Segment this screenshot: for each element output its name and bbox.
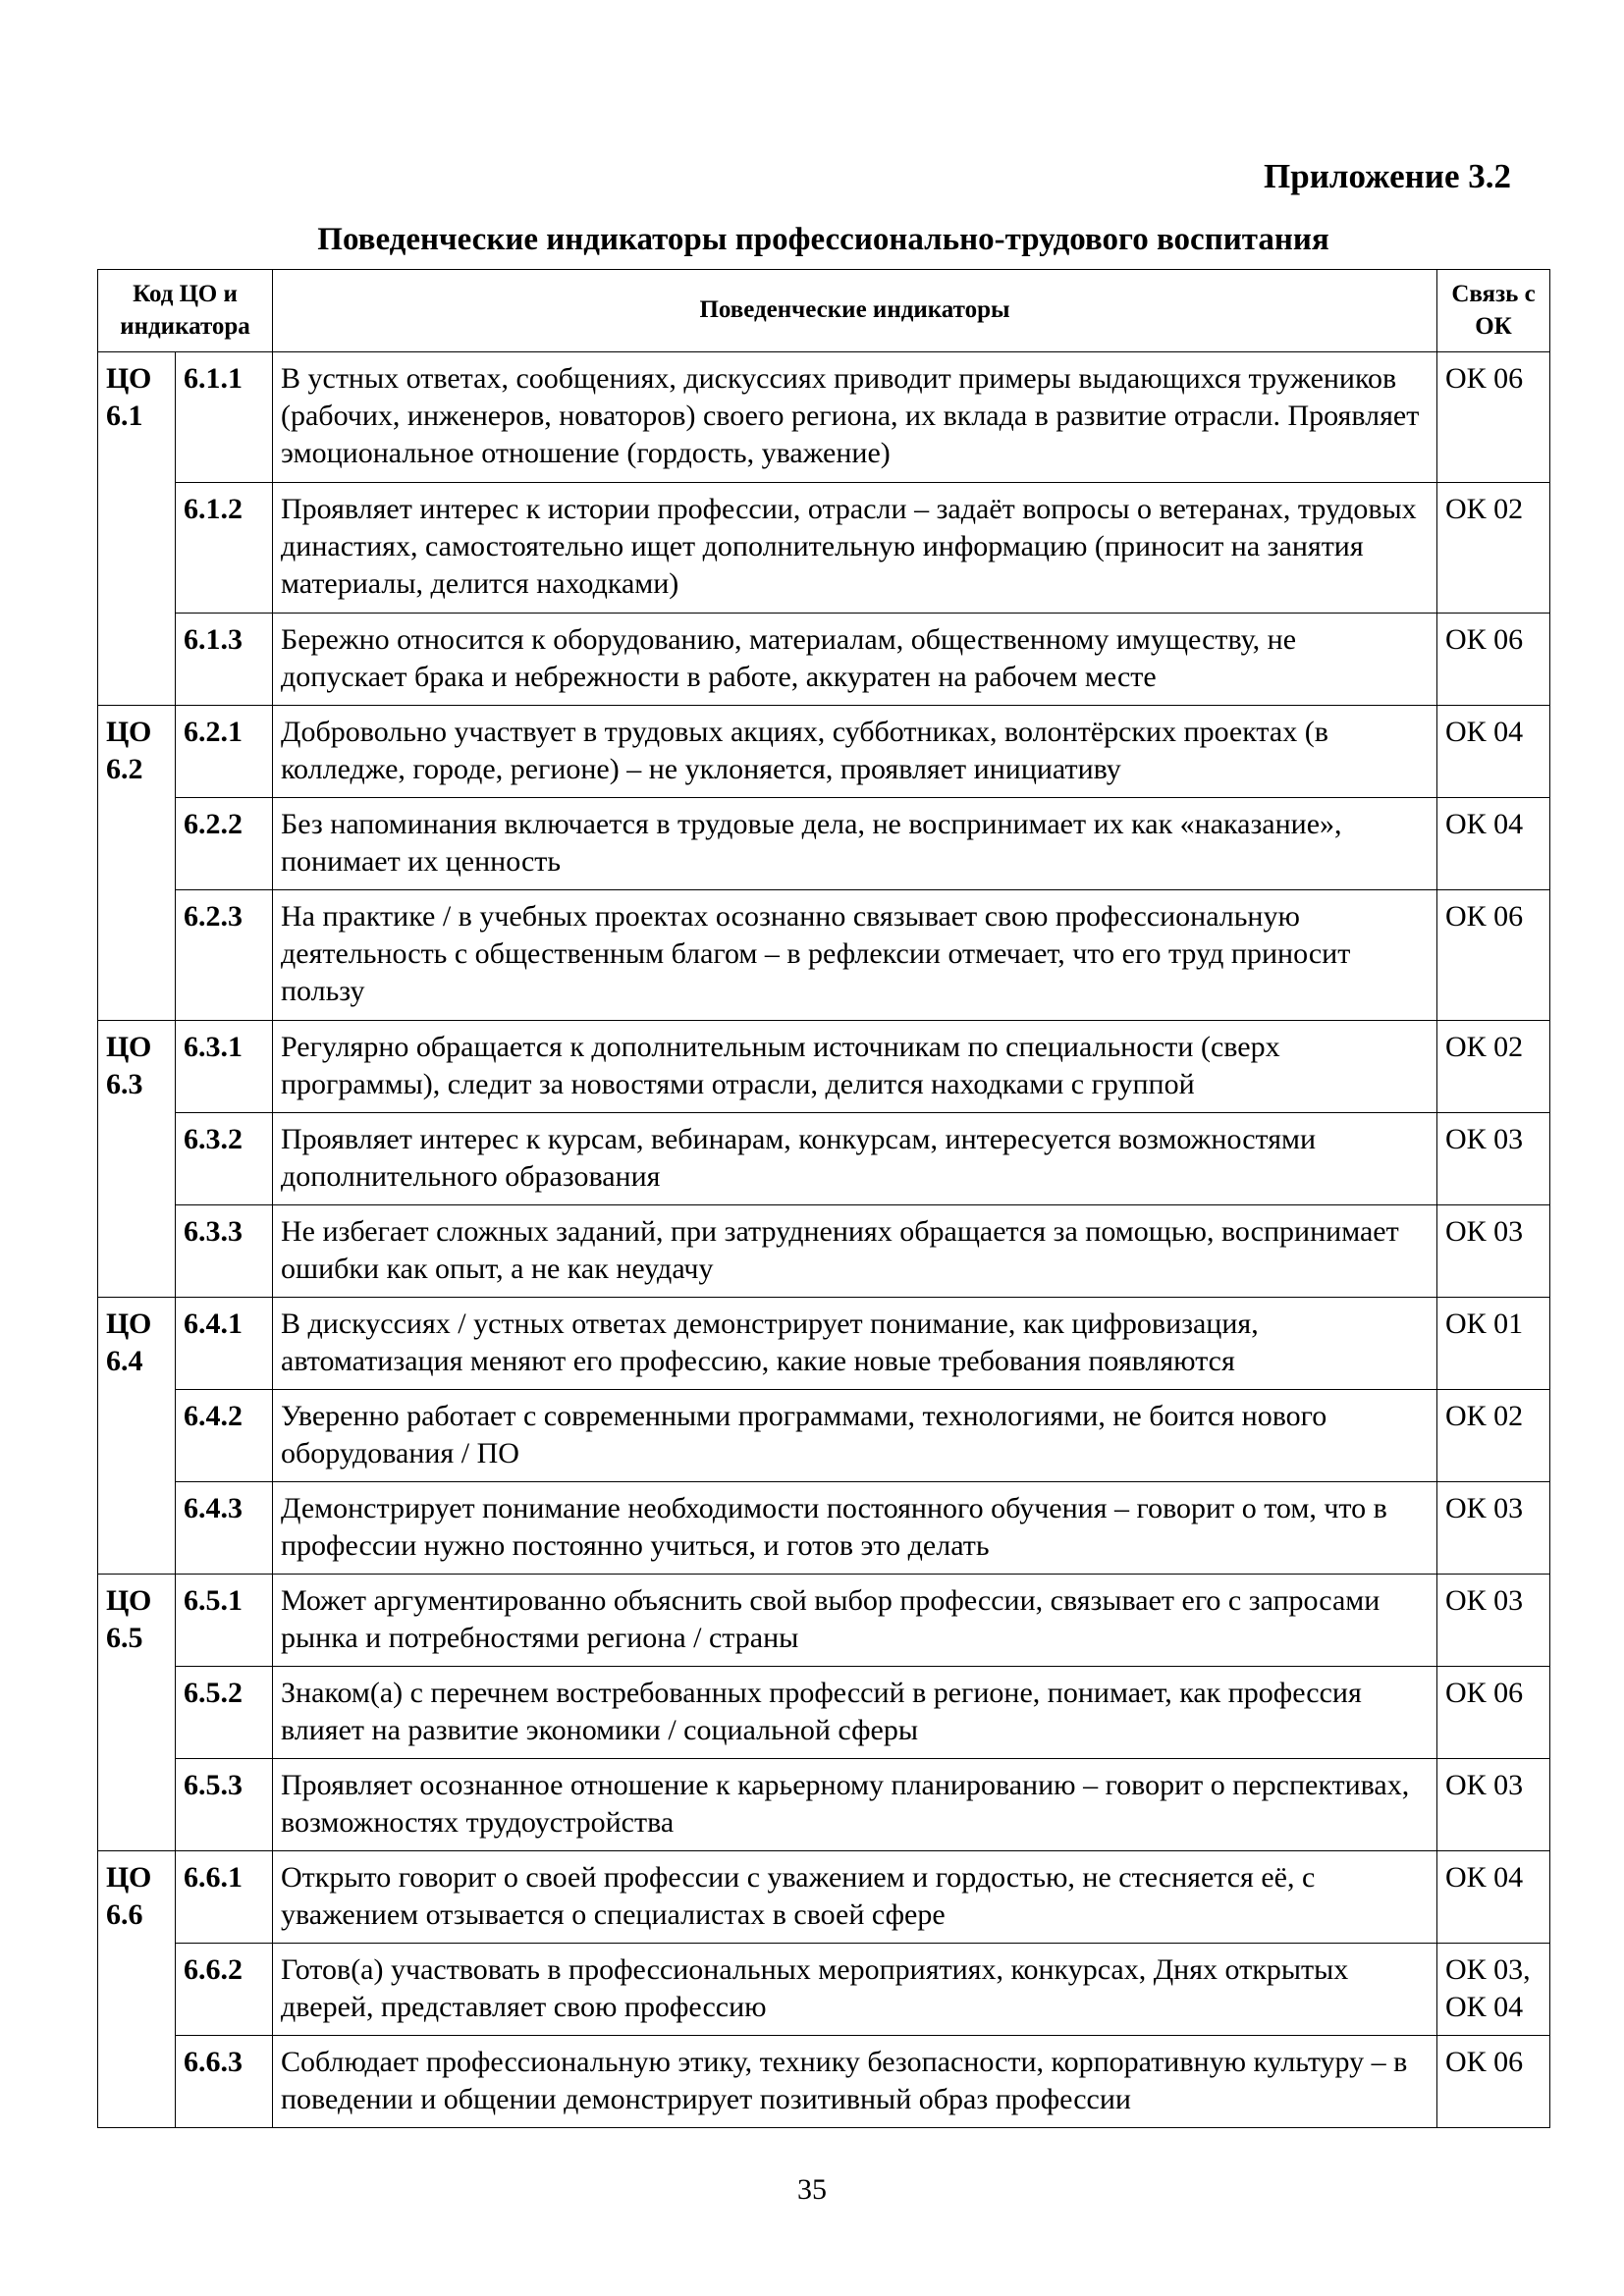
group-cell: ЦО 6.2 (98, 706, 176, 1021)
indicator-text: На практике / в учебных проектах осознанно связывает свою профессиональную деятельность с общественным благом – в рефлексии отмечает, что его труд приносит пользу (273, 890, 1437, 1021)
table-row (98, 1851, 1550, 1944)
ok-link: ОК 04 (1437, 1851, 1550, 1944)
indicator-code: 6.1.3 (176, 614, 273, 706)
indicator-text: Демонстрирует понимание необходимости постоянного обучения – говорит о том, что в профессии нужно постоянно учиться, и готов это делать (273, 1482, 1437, 1575)
group-cell: ЦО 6.1 (98, 352, 176, 706)
ok-link: ОК 02 (1437, 483, 1550, 614)
table-row (98, 1482, 1550, 1575)
table-row (98, 706, 1550, 798)
indicator-text: Открыто говорит о своей профессии с уважением и гордостью, не стесняется её, с уважением отзывается о специалистах в своей сфере (273, 1851, 1437, 1944)
indicator-text: Добровольно участвует в трудовых акциях, субботниках, волонтёрских проектах (в колледже, городе, регионе) – не уклоняется, проявляет инициативу (273, 706, 1437, 798)
indicator-text: Уверенно работает с современными программами, технологиями, не боится нового оборудования / ПО (273, 1390, 1437, 1482)
ok-link: ОК 03 (1437, 1205, 1550, 1298)
ok-link: ОК 02 (1437, 1390, 1550, 1482)
indicator-code: 6.1.2 (176, 483, 273, 614)
indicator-text: Проявляет интерес к курсам, вебинарам, конкурсам, интересуется возможностями дополнительного образования (273, 1113, 1437, 1205)
table-row (98, 890, 1550, 1021)
indicator-code: 6.2.3 (176, 890, 273, 1021)
indicator-text: Не избегает сложных заданий, при затруднениях обращается за помощью, воспринимает ошибки как опыт, а не как неудачу (273, 1205, 1437, 1298)
ok-link: ОК 03 (1437, 1759, 1550, 1851)
ok-link: ОК 04 (1437, 706, 1550, 798)
page-number: 35 (797, 2173, 827, 2206)
ok-link: ОК 03 (1437, 1575, 1550, 1667)
indicator-code: 6.6.3 (176, 2036, 273, 2128)
group-cell: ЦО 6.4 (98, 1298, 176, 1575)
table-row (98, 1298, 1550, 1390)
table-row (98, 2036, 1550, 2128)
header-code: Код ЦО и индикатора (98, 270, 273, 352)
group-cell: ЦО 6.3 (98, 1021, 176, 1298)
table-row (98, 1667, 1550, 1759)
indicator-code: 6.4.2 (176, 1390, 273, 1482)
indicator-code: 6.2.1 (176, 706, 273, 798)
page-title: Поведенческие индикаторы профессионально-трудового воспитания (317, 222, 1329, 257)
indicator-text: Проявляет интерес к истории профессии, отрасли – задаёт вопросы о ветеранах, трудовых династиях, самостоятельно ищет дополнительную информацию (приносит на занятия материалы, делится находками) (273, 483, 1437, 614)
ok-link: ОК 06 (1437, 352, 1550, 483)
table-row (98, 1113, 1550, 1205)
appendix-label: Приложение 3.2 (1264, 157, 1511, 195)
header-indicators: Поведенческие индикаторы (273, 270, 1437, 352)
indicator-text: Соблюдает профессиональную этику, технику безопасности, корпоративную культуру – в поведении и общении демонстрирует позитивный образ профессии (273, 2036, 1437, 2128)
ok-link: ОК 03, ОК 04 (1437, 1944, 1550, 2036)
table-row (98, 614, 1550, 706)
indicator-code: 6.4.1 (176, 1298, 273, 1390)
table-row (98, 1759, 1550, 1851)
indicator-code: 6.1.1 (176, 352, 273, 483)
indicator-code: 6.3.1 (176, 1021, 273, 1113)
indicator-code: 6.4.3 (176, 1482, 273, 1575)
indicator-text: Готов(а) участвовать в профессиональных мероприятиях, конкурсах, Днях открытых дверей, представляет свою профессию (273, 1944, 1437, 2036)
ok-link: ОК 06 (1437, 1667, 1550, 1759)
table-row (98, 1575, 1550, 1667)
indicator-text: Без напоминания включается в трудовые дела, не воспринимает их как «наказание», понимает их ценность (273, 798, 1437, 890)
header-link: Связь с ОК (1437, 270, 1550, 352)
ok-link: ОК 06 (1437, 614, 1550, 706)
table-row (98, 1021, 1550, 1113)
table-row (98, 1390, 1550, 1482)
indicator-code: 6.6.2 (176, 1944, 273, 2036)
indicator-text: Знаком(а) с перечнем востребованных профессий в регионе, понимает, как профессия влияет на развитие экономики / социальной сферы (273, 1667, 1437, 1759)
indicator-text: Регулярно обращается к дополнительным источникам по специальности (сверх программы), следит за новостями отрасли, делится находками с группой (273, 1021, 1437, 1113)
indicator-text: Может аргументированно объяснить свой выбор профессии, связывает его с запросами рынка и потребностями региона / страны (273, 1575, 1437, 1667)
table-row (98, 483, 1550, 614)
ok-link: ОК 02 (1437, 1021, 1550, 1113)
indicator-code: 6.6.1 (176, 1851, 273, 1944)
indicator-code: 6.2.2 (176, 798, 273, 890)
indicator-code: 6.5.1 (176, 1575, 273, 1667)
table-row (98, 1944, 1550, 2036)
ok-link: ОК 06 (1437, 2036, 1550, 2128)
indicator-text: Бережно относится к оборудованию, материалам, общественному имуществу, не допускает брака и небрежности в работе, аккуратен на рабочем месте (273, 614, 1437, 706)
indicator-text: В дискуссиях / устных ответах демонстрирует понимание, как цифровизация, автоматизация меняют его профессию, какие новые требования появляются (273, 1298, 1437, 1390)
group-cell: ЦО 6.6 (98, 1851, 176, 2128)
indicator-code: 6.5.2 (176, 1667, 273, 1759)
group-cell: ЦО 6.5 (98, 1575, 176, 1851)
ok-link: ОК 01 (1437, 1298, 1550, 1390)
ok-link: ОК 03 (1437, 1113, 1550, 1205)
indicator-text: В устных ответах, сообщениях, дискуссиях приводит примеры выдающихся тружеников (рабочих, инженеров, новаторов) своего региона, их вклада в развитие отрасли. Проявляет эмоциональное отношение (гордость, уважение) (273, 352, 1437, 483)
indicator-text: Проявляет осознанное отношение к карьерному планированию – говорит о перспективах, возможностях трудоустройства (273, 1759, 1437, 1851)
ok-link: ОК 03 (1437, 1482, 1550, 1575)
table-row (98, 1205, 1550, 1298)
indicator-code: 6.5.3 (176, 1759, 273, 1851)
ok-link: ОК 06 (1437, 890, 1550, 1021)
indicators-table (97, 269, 1550, 2128)
table-row (98, 352, 1550, 483)
ok-link: ОК 04 (1437, 798, 1550, 890)
indicator-code: 6.3.3 (176, 1205, 273, 1298)
table-row (98, 798, 1550, 890)
table-header-row (98, 270, 1550, 352)
indicator-code: 6.3.2 (176, 1113, 273, 1205)
